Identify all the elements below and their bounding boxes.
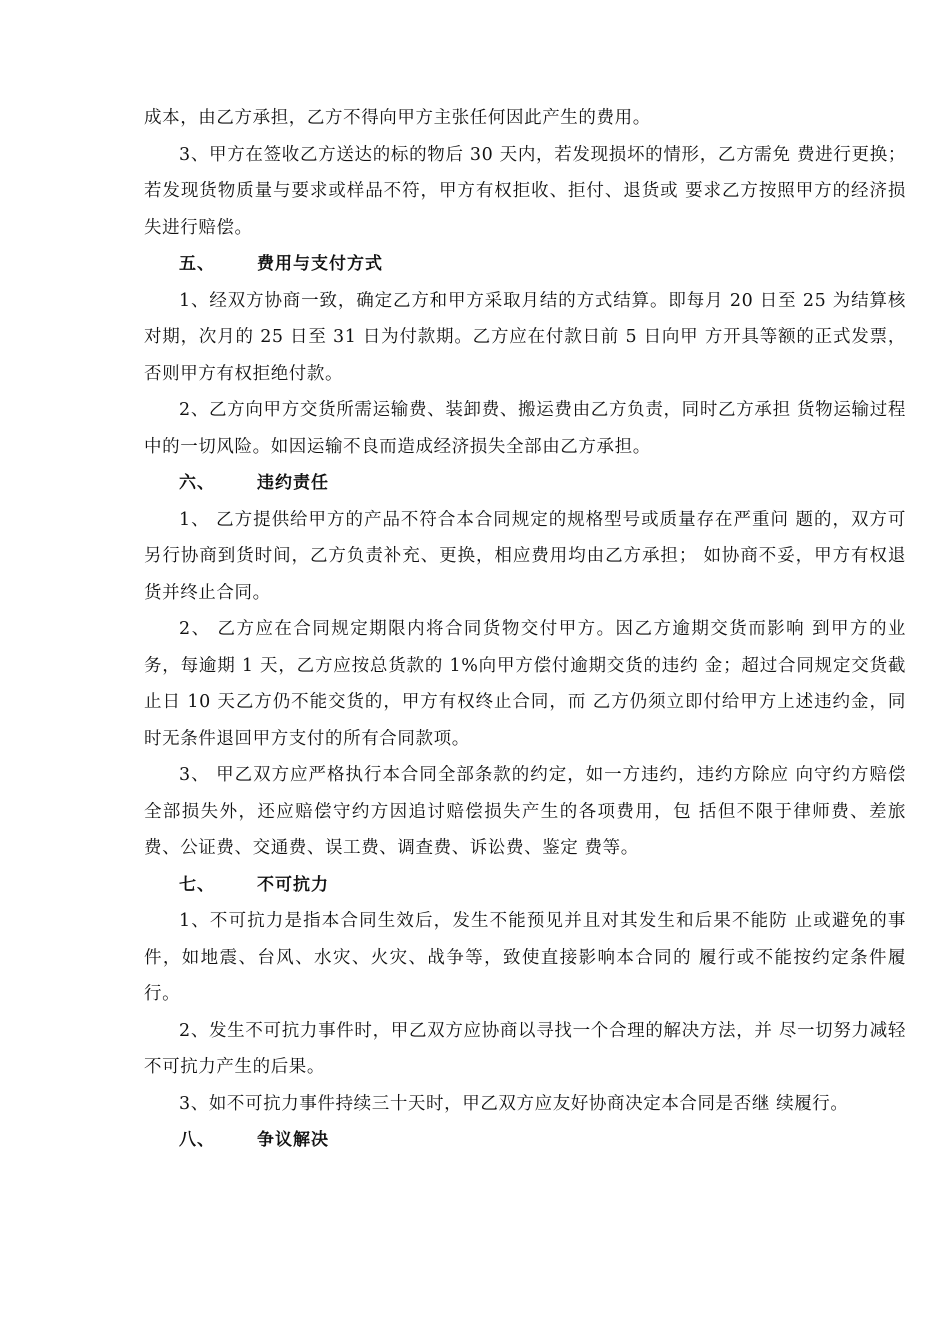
paragraph-7-3: 3、如不可抗力事件持续三十天时，甲乙双方应友好协商决定本合同是否继 续履行。 (179, 1093, 849, 1114)
paragraph-6-3: 3、 甲乙双方应严格执行本合同全部条款的约定，如一方违约，违约方除应 向守约方赔偿全部损失外，还应赔偿守约方因追讨赔偿损失产生的各项费用，包 括但不限于律师费、差旅费、公证费、交通费、误工费、调查费、诉讼费、鉴定 费等。 (144, 765, 906, 858)
section-number: 六、 (179, 473, 215, 493)
paragraph-7-1: 1、不可抗力是指本合同生效后，发生不能预见并且对其发生和后果不能防 止或避免的事件，如地震、台风、水灾、火灾、战争等，致使直接影响本合同的 履行或不能按约定条件履行。 (144, 911, 906, 1004)
section-title: 争议解决 (257, 1130, 329, 1150)
paragraph-5-2: 2、乙方向甲方交货所需运输费、装卸费、搬运费由乙方负责，同时乙方承担 货物运输过程中的一切风险。如因运输不良而造成经济损失全部由乙方承担。 (144, 400, 906, 457)
paragraph-7-2: 2、发生不可抗力事件时，甲乙双方应协商以寻找一个合理的解决方法，并 尽一切努力减轻不可抗力产生的后果。 (144, 1020, 906, 1077)
paragraph-continuation: 成本，由乙方承担，乙方不得向甲方主张任何因此产生的费用。 (144, 108, 651, 128)
paragraph-4-3: 3、甲方在签收乙方送达的标的物后 30 天内，若发现损坏的情形，乙方需免 费进行更换；若发现货物质量与要求或样品不符，甲方有权拒收、拒付、退货或 要求乙方按照甲方的经济损失进行赔偿。 (144, 144, 906, 238)
paragraph-6-2: 2、 乙方应在合同规定期限内将合同货物交付甲方。因乙方逾期交货而影响 到甲方的业务，每逾期 1 天，乙方应按总货款的 1%向甲方偿付逾期交货的违约 金；超过合同规定交货截止日 10 天乙方仍不能交货的，甲方有权终止合同，而 乙方仍须立即付给甲方上述违约金，同时无条件退回甲方支付的所有合同款项。 (144, 619, 906, 749)
section-title: 费用与支付方式 (257, 254, 383, 274)
section-title: 不可抗力 (257, 874, 329, 895)
section-number: 七、 (179, 874, 215, 895)
paragraph-5-1: 1、经双方协商一致，确定乙方和甲方采取月结的方式结算。即每月 20 日至 25 为结算核对期，次月的 25 日至 31 日为付款期。乙方应在付款日前 5 日向甲 方开具等额的正式发票，否则甲方有权拒绝付款。 (144, 290, 906, 384)
section-heading-6 (144, 465, 906, 502)
paragraph-6-1: 1、 乙方提供给甲方的产品不符合本合同规定的规格型号或质量存在严重问 题的，双方可另行协商到货时间，乙方负责补充、更换，相应费用均由乙方承担； 如协商不妥，甲方有权退货并终止合同。 (144, 509, 906, 603)
section-title: 违约责任 (257, 473, 329, 493)
section-number: 五、 (179, 254, 215, 274)
section-heading-8 (144, 1122, 906, 1159)
section-heading-5 (144, 246, 906, 283)
section-heading-7 (144, 867, 906, 904)
section-number: 八、 (179, 1130, 215, 1150)
